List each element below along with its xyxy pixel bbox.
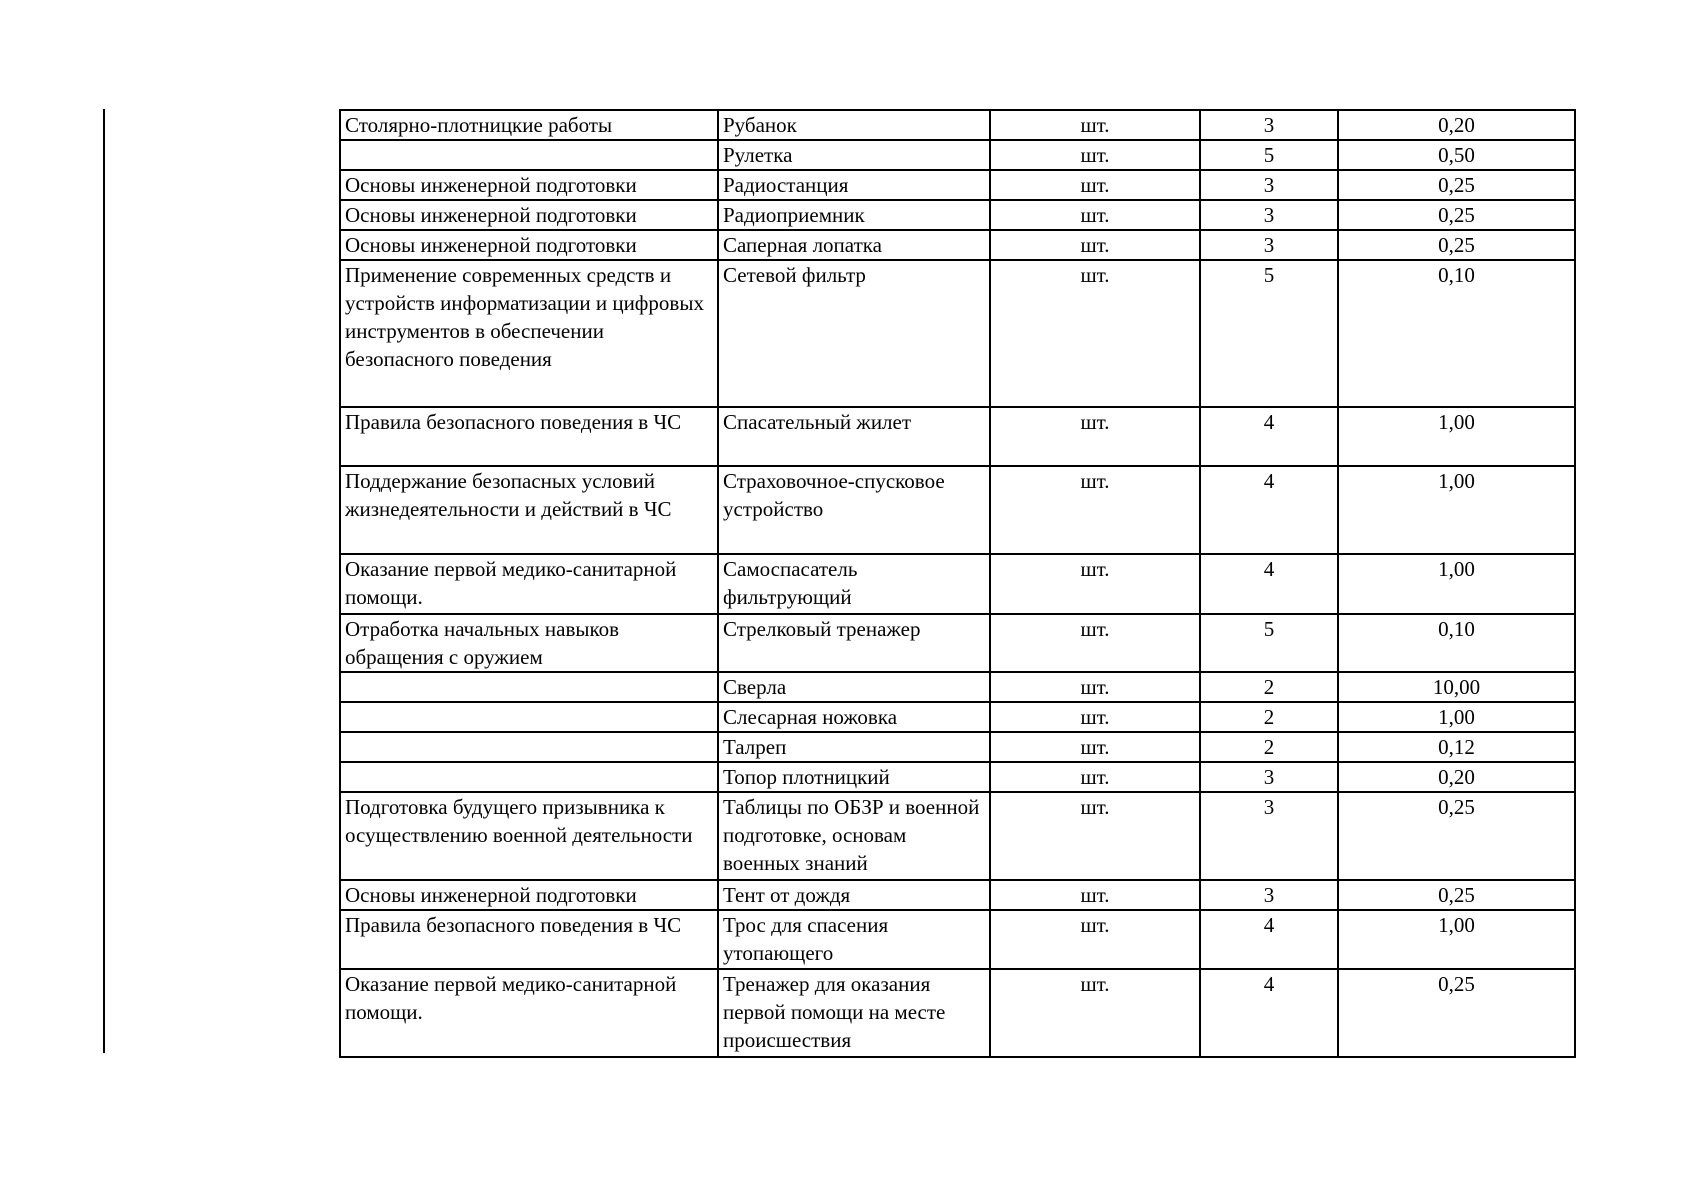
unit-cell: шт. bbox=[990, 110, 1200, 140]
topic-cell: Отработка начальных навыков обращения с оружием bbox=[340, 614, 718, 672]
table-row bbox=[340, 762, 1575, 792]
unit-cell: шт. bbox=[990, 732, 1200, 762]
table-row bbox=[340, 614, 1575, 672]
topic-cell: Оказание первой медико-санитарной помощи. bbox=[340, 554, 718, 614]
table-row bbox=[340, 110, 1575, 140]
unit-cell: шт. bbox=[990, 702, 1200, 732]
table-row bbox=[340, 466, 1575, 554]
topic-cell: Подготовка будущего призывника к осуществлению военной деятельности bbox=[340, 792, 718, 880]
quantity-cell: 3 bbox=[1200, 170, 1338, 200]
quantity-cell: 4 bbox=[1200, 554, 1338, 614]
table-row bbox=[340, 702, 1575, 732]
unit-cell: шт. bbox=[990, 762, 1200, 792]
quantity-cell: 5 bbox=[1200, 614, 1338, 672]
norm-cell: 0,25 bbox=[1338, 230, 1575, 260]
norm-cell: 0,25 bbox=[1338, 880, 1575, 910]
item-cell: Спасательный жилет bbox=[718, 407, 990, 466]
quantity-cell: 3 bbox=[1200, 110, 1338, 140]
topic-cell: Применение современных средств и устройств информатизации и цифровых инструментов в обеспечении безопасного поведения bbox=[340, 260, 718, 407]
table-row bbox=[340, 260, 1575, 407]
table-row bbox=[340, 170, 1575, 200]
quantity-cell: 2 bbox=[1200, 732, 1338, 762]
norm-cell: 0,20 bbox=[1338, 762, 1575, 792]
topic-cell bbox=[340, 702, 718, 732]
table-row bbox=[340, 969, 1575, 1057]
item-cell: Тент от дождя bbox=[718, 880, 990, 910]
quantity-cell: 5 bbox=[1200, 140, 1338, 170]
norm-cell: 1,00 bbox=[1338, 702, 1575, 732]
equipment-table bbox=[339, 109, 1576, 1058]
unit-cell: шт. bbox=[990, 614, 1200, 672]
item-cell: Саперная лопатка bbox=[718, 230, 990, 260]
item-cell: Тренажер для оказания первой помощи на месте происшествия bbox=[718, 969, 990, 1057]
item-cell: Таблицы по ОБЗР и военной подготовке, основам военных знаний bbox=[718, 792, 990, 880]
unit-cell: шт. bbox=[990, 672, 1200, 702]
topic-cell: Основы инженерной подготовки bbox=[340, 170, 718, 200]
item-cell: Радиостанция bbox=[718, 170, 990, 200]
quantity-cell: 4 bbox=[1200, 466, 1338, 554]
item-cell: Топор плотницкий bbox=[718, 762, 990, 792]
quantity-cell: 4 bbox=[1200, 969, 1338, 1057]
table-row bbox=[340, 230, 1575, 260]
topic-cell bbox=[340, 672, 718, 702]
topic-cell: Поддержание безопасных условий жизнедеятельности и действий в ЧС bbox=[340, 466, 718, 554]
item-cell: Рубанок bbox=[718, 110, 990, 140]
item-cell: Радиоприемник bbox=[718, 200, 990, 230]
topic-cell: Правила безопасного поведения в ЧС bbox=[340, 407, 718, 466]
item-cell: Сетевой фильтр bbox=[718, 260, 990, 407]
quantity-cell: 3 bbox=[1200, 230, 1338, 260]
unit-cell: шт. bbox=[990, 554, 1200, 614]
unit-cell: шт. bbox=[990, 170, 1200, 200]
quantity-cell: 2 bbox=[1200, 702, 1338, 732]
norm-cell: 1,00 bbox=[1338, 910, 1575, 969]
table-row bbox=[340, 200, 1575, 230]
norm-cell: 0,12 bbox=[1338, 732, 1575, 762]
norm-cell: 1,00 bbox=[1338, 554, 1575, 614]
quantity-cell: 3 bbox=[1200, 200, 1338, 230]
quantity-cell: 3 bbox=[1200, 880, 1338, 910]
item-cell: Сверла bbox=[718, 672, 990, 702]
norm-cell: 0,25 bbox=[1338, 170, 1575, 200]
margin-rule bbox=[103, 109, 105, 1053]
table-row bbox=[340, 910, 1575, 969]
norm-cell: 0,10 bbox=[1338, 614, 1575, 672]
unit-cell: шт. bbox=[990, 230, 1200, 260]
table-row bbox=[340, 880, 1575, 910]
unit-cell: шт. bbox=[990, 910, 1200, 969]
item-cell: Талреп bbox=[718, 732, 990, 762]
table-row bbox=[340, 792, 1575, 880]
unit-cell: шт. bbox=[990, 466, 1200, 554]
quantity-cell: 3 bbox=[1200, 792, 1338, 880]
topic-cell bbox=[340, 762, 718, 792]
item-cell: Трос для спасения утопающего bbox=[718, 910, 990, 969]
norm-cell: 0,25 bbox=[1338, 792, 1575, 880]
topic-cell: Правила безопасного поведения в ЧС bbox=[340, 910, 718, 969]
norm-cell: 0,25 bbox=[1338, 200, 1575, 230]
table-row bbox=[340, 407, 1575, 466]
item-cell: Самоспасатель фильтрующий bbox=[718, 554, 990, 614]
unit-cell: шт. bbox=[990, 200, 1200, 230]
quantity-cell: 4 bbox=[1200, 407, 1338, 466]
unit-cell: шт. bbox=[990, 407, 1200, 466]
table-row bbox=[340, 732, 1575, 762]
table-row bbox=[340, 140, 1575, 170]
unit-cell: шт. bbox=[990, 880, 1200, 910]
topic-cell: Основы инженерной подготовки bbox=[340, 880, 718, 910]
quantity-cell: 2 bbox=[1200, 672, 1338, 702]
norm-cell: 1,00 bbox=[1338, 407, 1575, 466]
norm-cell: 0,20 bbox=[1338, 110, 1575, 140]
unit-cell: шт. bbox=[990, 140, 1200, 170]
unit-cell: шт. bbox=[990, 969, 1200, 1057]
quantity-cell: 3 bbox=[1200, 762, 1338, 792]
norm-cell: 10,00 bbox=[1338, 672, 1575, 702]
item-cell: Страховочное-спусковое устройство bbox=[718, 466, 990, 554]
norm-cell: 0,25 bbox=[1338, 969, 1575, 1057]
topic-cell: Основы инженерной подготовки bbox=[340, 230, 718, 260]
topic-cell: Столярно-плотницкие работы bbox=[340, 110, 718, 140]
topic-cell bbox=[340, 732, 718, 762]
item-cell: Рулетка bbox=[718, 140, 990, 170]
item-cell: Стрелковый тренажер bbox=[718, 614, 990, 672]
norm-cell: 0,10 bbox=[1338, 260, 1575, 407]
quantity-cell: 4 bbox=[1200, 910, 1338, 969]
norm-cell: 1,00 bbox=[1338, 466, 1575, 554]
topic-cell: Основы инженерной подготовки bbox=[340, 200, 718, 230]
table-row bbox=[340, 672, 1575, 702]
unit-cell: шт. bbox=[990, 792, 1200, 880]
quantity-cell: 5 bbox=[1200, 260, 1338, 407]
table-row bbox=[340, 554, 1575, 614]
norm-cell: 0,50 bbox=[1338, 140, 1575, 170]
topic-cell: Оказание первой медико-санитарной помощи. bbox=[340, 969, 718, 1057]
topic-cell bbox=[340, 140, 718, 170]
unit-cell: шт. bbox=[990, 260, 1200, 407]
item-cell: Слесарная ножовка bbox=[718, 702, 990, 732]
